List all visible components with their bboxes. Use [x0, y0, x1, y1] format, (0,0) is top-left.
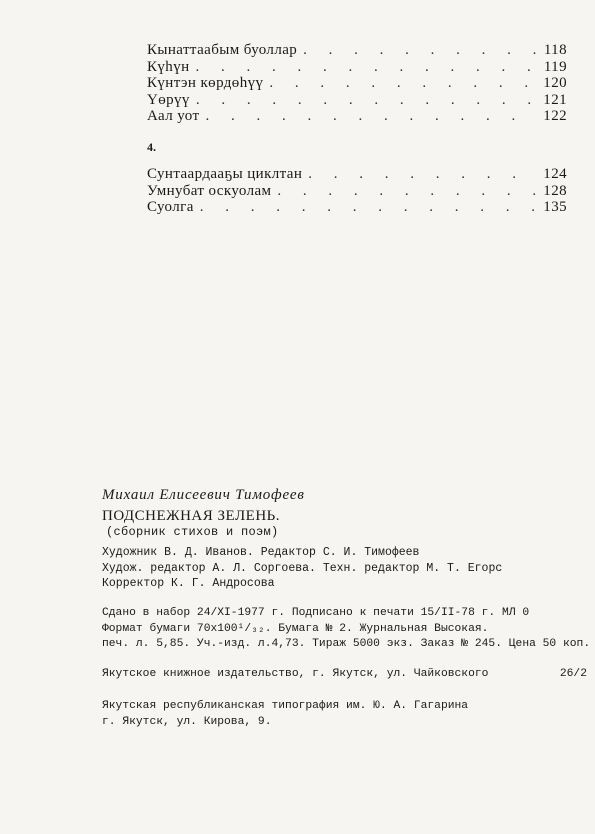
printing-house-address: г. Якутск, ул. Кирова, 9. — [102, 716, 272, 728]
section-number: 4. — [147, 140, 156, 154]
proofreader-line: Корректор К. Г. Андросова — [102, 577, 275, 590]
publisher-house-number: 26/2 — [559, 668, 587, 680]
toc-entry-page: 122 — [543, 108, 567, 124]
paper-format-line: Формат бумаги 70x100¹/₃₂. Бумага № 2. Журнальная Высокая. — [102, 622, 489, 635]
printing-house-name: Якутская республиканская типография им. Ю. А. Гагарина — [102, 700, 469, 712]
art-tech-editor-line: Худож. редактор А. Л. Соргоева. Техн. редактор М. Т. Егорс — [102, 561, 503, 575]
toc-entry-page: 118 — [543, 42, 567, 58]
toc-entry-page: 128 — [543, 182, 567, 199]
toc-entry-page: 120 — [543, 75, 567, 91]
toc-entry — [147, 42, 567, 59]
toc-leader-dots — [303, 42, 537, 59]
print-dates-line: Сдано в набор 24/XI-1977 г. Подписано к печати 15/II-78 г. МЛ 0 — [102, 607, 530, 619]
toc-entry — [147, 183, 567, 200]
book-subtitle: (сборник стихов и поэм) — [106, 525, 279, 539]
toc-part-one — [147, 42, 567, 125]
toc-leader-dots — [277, 183, 537, 200]
toc-entry-title: Сунтаардааҕы циклтан — [147, 166, 303, 182]
toc-entry-title: Суолга — [147, 199, 194, 215]
publisher-address: Якутское книжное издательство, г. Якутск, ул. Чайковского — [102, 668, 489, 680]
artist-editor-line: Художник В. Д. Иванов. Редактор С. И. Тимофеев — [102, 546, 420, 559]
toc-entry — [147, 92, 567, 109]
book-title: ПОДСНЕЖНАЯ ЗЕЛЕНЬ. — [102, 508, 281, 524]
toc-entry-title: Үөрүү — [147, 91, 190, 108]
toc-leader-dots — [196, 92, 537, 109]
toc-entry-title: Кынаттаабым буоллар — [147, 42, 298, 58]
toc-leader-dots — [269, 75, 537, 92]
toc-entry-page: 121 — [543, 91, 567, 108]
toc-entry-title: Умнубат оскуолам — [147, 182, 272, 199]
author-name: Михаил Елисеевич Тимофеев — [102, 487, 305, 503]
toc-entry-title: Күһүн — [147, 58, 190, 75]
credits-block — [102, 545, 502, 592]
printing-house — [102, 698, 468, 730]
toc-leader-dots — [200, 199, 537, 216]
print-run-line: печ. л. 5,85. Уч.-изд. л.4,73. Тираж 5000 экз. Заказ № 245. Цена 50 коп. — [102, 638, 591, 650]
print-details — [102, 606, 590, 653]
toc-entry-title: Күнтэн көрдөһүү — [147, 75, 264, 91]
toc-part-two — [147, 166, 567, 216]
publisher-line — [102, 668, 587, 680]
toc-entry — [147, 108, 567, 125]
toc-entry — [147, 166, 567, 183]
toc-entry-page: 119 — [543, 58, 567, 75]
toc-entry — [147, 75, 567, 92]
toc-leader-dots — [196, 59, 537, 76]
toc-entry — [147, 199, 567, 216]
toc-leader-dots — [308, 166, 537, 183]
toc-leader-dots — [205, 108, 537, 125]
toc-entry — [147, 59, 567, 76]
toc-entry-page: 124 — [543, 166, 567, 182]
toc-entry-page: 135 — [543, 199, 567, 215]
toc-entry-title: Аал уот — [147, 108, 200, 124]
